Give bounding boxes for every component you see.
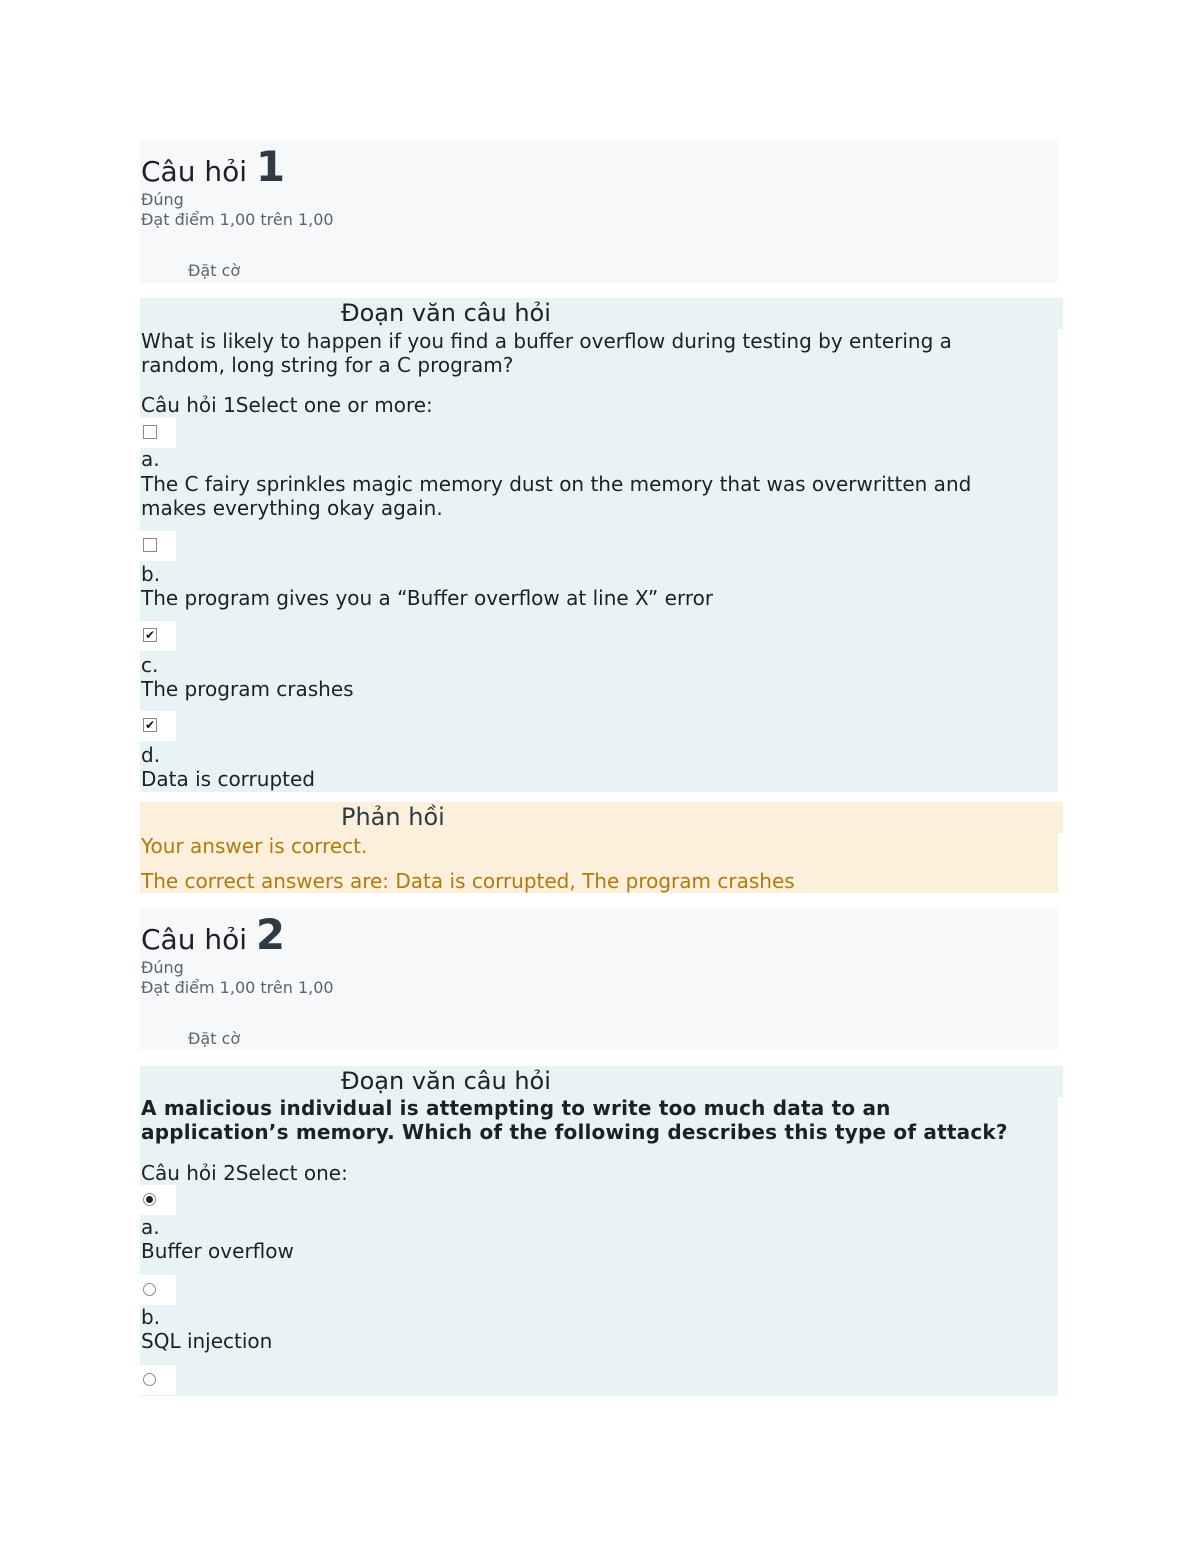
question-2-option-a-text: Buffer overflow [141,1239,294,1263]
question-1-state: Đúng [141,190,184,209]
question-1-flag-link[interactable]: Đặt cờ [188,261,241,280]
question-number: 1 [255,142,286,191]
question-2-content [140,1066,1058,1396]
feedback-result: Your answer is correct. [141,834,368,858]
question-1-option-d-letter: d. [141,743,161,767]
question-1-option-c-checkbox[interactable] [140,621,176,651]
question-1-option-a-checkbox[interactable] [140,418,176,448]
question-1-title [141,142,285,191]
radio-unselected-icon [143,1373,156,1386]
checkbox-unchecked-icon [143,538,157,552]
question-2-info [140,908,1058,1050]
question-title-word: Câu hỏi [141,923,248,956]
question-2-flag-link[interactable]: Đặt cờ [188,1029,241,1048]
question-1-feedback [140,802,1058,893]
question-1-grade: Đạt điểm 1,00 trên 1,00 [141,210,334,229]
question-2-option-a-letter: a. [141,1215,160,1239]
question-1-info [140,140,1058,283]
question-1-option-d-checkbox[interactable] [140,711,176,741]
question-1-option-a-text: The C fairy sprinkles magic memory dust on the memory that was overwritten and makes everything okay again. [141,472,972,520]
question-2-option-b-radio[interactable] [140,1275,176,1305]
question-1-option-c-text: The program crashes [141,677,354,701]
question-2-section-heading: Đoạn văn câu hỏi [340,1066,1063,1097]
radio-selected-icon [143,1193,156,1206]
feedback-correct-answers: The correct answers are: Data is corrupted, The program crashes [141,869,795,893]
feedback-heading: Phản hồi [340,802,1063,833]
question-2-title [141,910,285,959]
checkbox-checked-icon: ✔ [144,628,156,642]
radio-unselected-icon [143,1283,156,1296]
question-title-word: Câu hỏi [141,155,248,188]
question-1-prompt: Câu hỏi 1Select one or more: [141,393,433,417]
question-1-option-b-checkbox[interactable] [140,531,176,561]
checkbox-unchecked-icon [143,425,157,439]
question-1-option-b-text: The program gives you a “Buffer overflow at line X” error [141,586,714,610]
question-1-option-c-letter: c. [141,653,159,677]
question-1-text: What is likely to happen if you find a buffer overflow during testing by entering a random, long string for a C program? [141,329,952,377]
question-1-option-a-letter: a. [141,447,160,471]
question-2-option-c-radio[interactable] [140,1365,176,1395]
question-2-option-a-radio[interactable] [140,1185,176,1215]
question-2-option-b-text: SQL injection [141,1329,273,1353]
question-2-text: A malicious individual is attempting to write too much data to an application’s memory. Which of the following describes this type of attack? [141,1096,1008,1144]
question-1-content [140,298,1058,792]
question-1-section-heading: Đoạn văn câu hỏi [340,298,1063,329]
question-1-option-b-letter: b. [141,562,161,586]
question-2-option-b-letter: b. [141,1305,161,1329]
question-2-state: Đúng [141,958,184,977]
checkbox-checked-icon: ✔ [144,718,156,732]
question-number: 2 [255,910,286,959]
question-1-option-d-text: Data is corrupted [141,767,315,791]
question-2-prompt: Câu hỏi 2Select one: [141,1161,348,1185]
question-2-grade: Đạt điểm 1,00 trên 1,00 [141,978,334,997]
